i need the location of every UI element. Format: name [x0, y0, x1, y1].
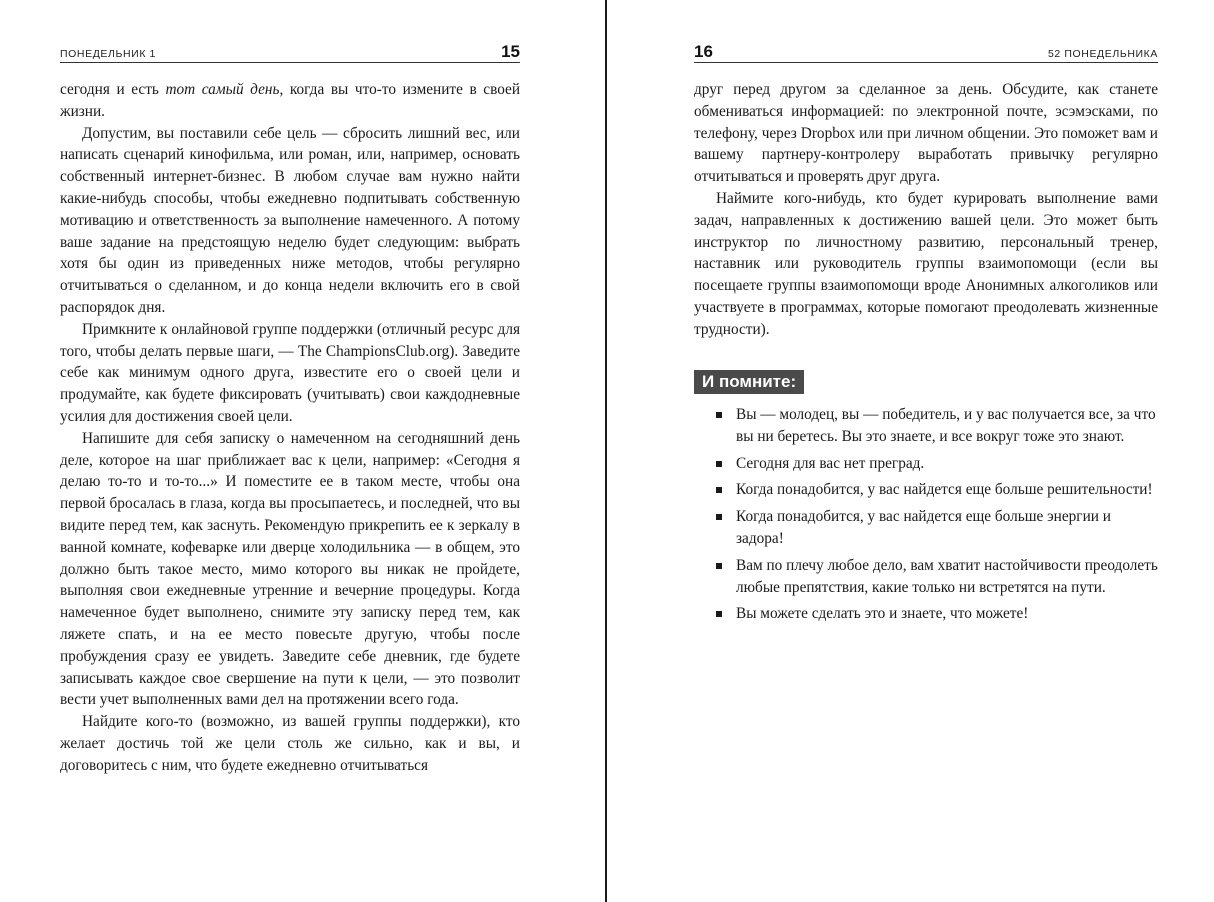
remember-bullet-list: [694, 404, 1158, 630]
bullet-item: [694, 404, 1158, 448]
square-bullet-icon: [716, 611, 722, 617]
bullet-text: Вы можете сделать это и знаете, что можете!: [736, 605, 1029, 623]
bullet-text: Когда понадобится, у вас найдется еще больше энергии и задора!: [736, 508, 1111, 547]
left-p1-end: , когда вы что-то измените в своей жизни.: [60, 81, 521, 120]
right-page-number: 16: [694, 42, 713, 61]
left-p1-start: сегодня и есть: [60, 81, 166, 98]
right-running-title: 52 ПОНЕДЕЛЬНИКА: [1047, 48, 1158, 60]
left-page: [0, 0, 606, 902]
square-bullet-icon: [716, 412, 722, 418]
right-page: [608, 0, 1214, 902]
right-paragraph-1: друг перед другом за сделанное за день. Обсудите, как станете обмениваться информацией: по электронной почте, эсэмэсками, по телефону, через Dropbox или при личном общении. Это поможет вам и вашему партнеру-контролеру выработать привычку регулярно отчитываться и проверять друг друга.: [694, 81, 1158, 186]
square-bullet-icon: [716, 487, 722, 493]
left-paragraph-2: Допустим, вы поставили себе цель — сбросить лишний вес, или написать сценарий кинофильма, или роман, или, например, основать собственный интернет-бизнес. В любом случае вам нужно найти какие-нибудь способы, чтобы ежедневно подпитывать собственную мотивацию и ответственность за выполнение намеченного. А потому ваше задание на предстоящую неделю будет следующим: выбрать хотя бы один из приведенных ниже методов, чтобы регулярно отчитываться о сделанном, и до конца недели включить его в свой распорядок дня.: [60, 124, 520, 316]
left-paragraph-4: Напишите для себя записку о намеченном на сегодняшний день деле, которое на шаг приближает вас к цели, например: «Сегодня я делаю то-то и то-то...» И поместите ее в таком месте, чтобы она первой бросалась в глаза, когда вы просыпаетесь, и последней, что вы видите перед тем, как заснуть. Рекомендую прикрепить ее к зеркалу в ванной комнате, кофеварке или дверце холодильника — в общем, это должно быть такое место, мимо которого вы никак не пройдете, выполняя свои ежедневные утренние и вечерние процедуры. Когда намеченное будет выполнено, снимите эту записку перед тем, как ляжете спать, и на ее место повесьте другую, чтобы после пробуждения сразу ее увидеть. Заведите себе дневник, где будете записывать каждое свое свершение на пути к цели, — это позволит вести учет выполненных вами дел на протяжении всего года.: [60, 429, 520, 709]
bullet-text: Вам по плечу любое дело, вам хватит настойчивости преодолеть любые препятствия, какие только ни встретятся на пути.: [736, 556, 1158, 596]
bullet-item: [694, 453, 1158, 475]
remember-heading: И помните:: [694, 370, 804, 394]
left-running-title: ПОНЕДЕЛЬНИК 1: [60, 48, 156, 60]
left-paragraph-1: [60, 79, 520, 123]
right-running-head: [694, 44, 1158, 63]
bullet-text: Сегодня для вас нет преград.: [736, 454, 925, 472]
right-paragraph-2: Наймите кого-нибудь, кто будет курировать выполнение вами задач, направленных к достижению вашей цели. Это может быть инструктор по личностному развитию, персональный тренер, наставник или руководитель группы взаимопомощи (если вы посещаете группы взаимопомощи вроде Анонимных алкоголиков или участвуете в программах, которые помогают преодолевать жизненные трудности).: [694, 189, 1158, 338]
book-spine-divider: [605, 0, 607, 902]
bullet-text: Когда понадобится, у вас найдется еще больше решительности!: [736, 481, 1153, 499]
bullet-item: [694, 506, 1158, 550]
left-paragraph-3: Примкните к онлайновой группе поддержки (отличный ресурс для того, чтобы делать первые шаги, — The ChampionsClub.org). Заведите себе как минимум одного друга, известите его о своей цели и продумайте, как будете фиксировать (учитывать) свои каждодневные усилия для достижения своей цели.: [60, 320, 520, 425]
left-page-number: 15: [501, 42, 520, 61]
left-paragraph-5: Найдите кого-то (возможно, из вашей группы поддержки), кто желает достичь той же цели столь же сильно, как и вы, и договоритесь с ним, что будете ежедневно отчитываться: [60, 713, 520, 774]
right-body-text: [694, 79, 1158, 341]
bullet-item: [694, 555, 1158, 599]
square-bullet-icon: [716, 514, 722, 520]
left-p1-emphasis: тот самый день: [165, 81, 280, 98]
square-bullet-icon: [716, 563, 722, 569]
bullet-item: [694, 603, 1158, 625]
bullet-item: [694, 479, 1158, 501]
square-bullet-icon: [716, 461, 722, 467]
left-running-head: [60, 44, 520, 63]
left-body-text: [60, 79, 520, 777]
bullet-text: Вы — молодец, вы — победитель, и у вас получается все, за что вы ни беретесь. Вы это знаете, и все вокруг тоже это знают.: [736, 406, 1156, 445]
